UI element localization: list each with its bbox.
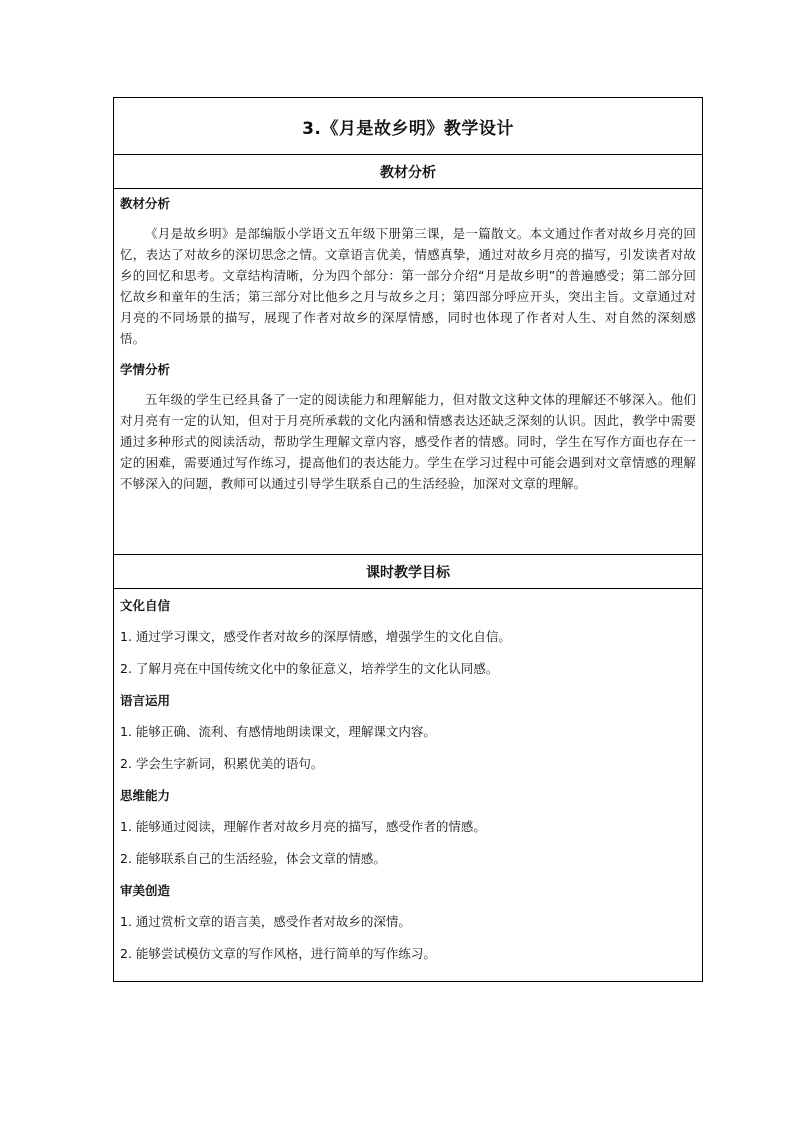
section-title: 课时教学目标 [366,564,450,581]
objective-group [120,880,696,965]
title-row [114,98,702,154]
objective-item: 1. 能够通过阅读，理解作者对故乡月亮的描写，感受作者的情感。 [120,819,486,834]
subsection-heading: 教材分析 [120,196,171,211]
objective-group [120,690,696,775]
section-title: 教材分析 [380,164,436,181]
objective-item: 2. 能够尝试模仿文章的写作风格，进行简单的写作练习。 [120,946,436,961]
subsection-heading: 学情分析 [120,362,171,377]
objective-item: 1. 通过学习课文，感受作者对故乡的深厚情感，增强学生的文化自信。 [120,629,511,644]
paragraph: 《月是故乡明》是部编版小学语文五年级下册第三课，是一篇散文。本文通过作者对故乡月亮的回忆，表达了对故乡的深切思念之情。文章语言优美，情感真挚，通过对故乡月亮的描写，引发读者对故乡的回忆和思考。文章结构清晰，分为四个部分：第一部分介绍“月是故乡明”的普遍感受；第二部分回忆故乡和童年的生活；第三部分对比他乡之月与故乡之月；第四部分呼应开头，突出主旨。文章通过对月亮的不同场景的描写，展现了作者对故乡的深厚情感，同时也体现了作者对人生、对自然的深刻感悟。 [120,226,696,346]
document-title: 3.《月是故乡明》教学设计 [302,118,514,139]
objective-heading: 审美创造 [120,883,171,898]
objective-item: 2. 学会生字新词，积累优美的语句。 [120,756,324,771]
analysis-content [114,188,702,554]
objective-item: 1. 通过赏析文章的语言美，感受作者对故乡的深情。 [120,914,411,929]
objective-group [120,785,696,870]
objective-item: 1. 能够正确、流利、有感情地朗读课文，理解课文内容。 [120,724,436,739]
objective-item: 2. 了解月亮在中国传统文化中的象征意义，培养学生的文化认同感。 [120,661,499,676]
section-header-objectives [114,554,702,588]
section-header-analysis [114,154,702,188]
lesson-plan-table [113,97,703,982]
objective-heading: 思维能力 [120,788,171,803]
paragraph: 五年级的学生已经具备了一定的阅读能力和理解能力，但对散文这种文体的理解还不够深入。他们对月亮有一定的认知，但对于月亮所承载的文化内涵和情感表达还缺乏深刻的认识。因此，教学中需要通过多种形式的阅读活动，帮助学生理解文章内容，感受作者的情感。同时，学生在写作方面也存在一定的困难，需要通过写作练习，提高他们的表达能力。学生在学习过程中可能会遇到对文章情感的理解不够深入的问题，教师可以通过引导学生联系自己的生活经验，加深对文章的理解。 [120,392,696,491]
objective-item: 2. 能够联系自己的生活经验，体会文章的情感。 [120,851,386,866]
objective-heading: 语言运用 [120,693,171,708]
objective-group [120,595,696,680]
objective-heading: 文化自信 [120,598,171,613]
objectives-content [114,588,702,981]
